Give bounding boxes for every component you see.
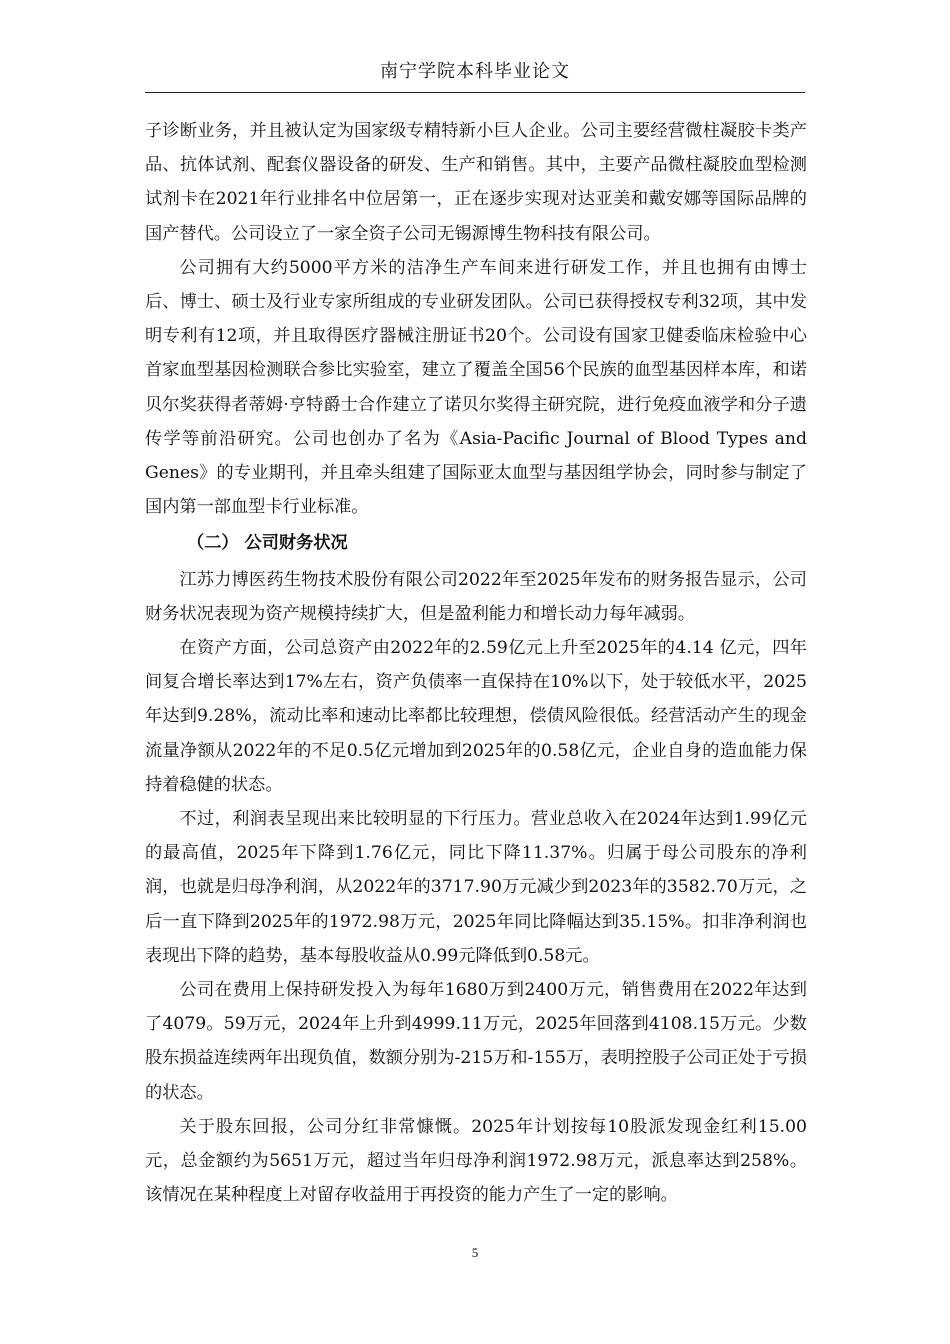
section-heading-financial-status: （二） 公司财务状况 [187,533,348,554]
paragraph-profit-pressure: 不过，利润表呈现出来比较明显的下行压力。营业总收入在2024年达到1.99亿元的最高值，2025年下降到1.76亿元，同比下降11.37%。归属于母公司股东的净利润，也就是归母净利润，从2022年的3717.90万元减少到2023年的3582.70万元，之后一直下降到2025年的1972.98万元，2025年同比降幅达到35.15%。扣非净利润也表现出下降的趋势，基本每股收益从0.99元降低到0.58元。 [145,809,807,966]
running-header: 南宁学院本科毕业论文 [145,58,805,93]
paragraph-company-overview: 子诊断业务，并且被认定为国家级专精特新小巨人企业。公司主要经营微柱凝胶卡类产品、抗体试剂、配套仪器设备的研发、生产和销售。其中，主要产品微柱凝胶血型检测试剂卡在2021年行业排名中位居第一，正在逐步实现对达亚美和戴安娜等国际品牌的国产替代。公司设立了一家全资子公司无锡源博生物科技有限公司。 [145,121,807,244]
paragraph-expenses: 公司在费用上保持研发投入为每年1680万到2400万元，销售费用在2022年达到了4079。59万元，2024年上升到4999.11万元，2025年回落到4108.15万元。少数股东损益连续两年出现负值，数额分别为-215万和-155万，表明控股子公司正处于亏损的状态。 [145,980,807,1103]
main-content [145,114,807,1213]
paragraph-assets: 在资产方面，公司总资产由2022年的2.59亿元上升至2025年的4.14 亿元，四年间复合增长率达到17%左右，资产负债率一直保持在10%以下，处于较低水平，2025年达到9.28%，流动比率和速动比率都比较理想，偿债风险很低。经营活动产生的现金流量净额从2022年的不足0.5亿元增加到2025年的0.58亿元，企业自身的造血能力保持着稳健的状态。 [145,638,807,795]
paragraph-financial-summary: 江苏力博医药生物技术股份有限公司2022年至2025年发布的财务报告显示，公司财务状况表现为资产规模持续扩大，但是盈利能力和增长动力每年减弱。 [145,569,807,624]
paragraph-shareholder-returns: 关于股东回报，公司分红非常慷慨。2025年计划按每10股派发现金红利15.00元，总金额约为5651万元，超过当年归母净利润1972.98万元，派息率达到258%。该情况在某种程度上对留存收益用于再投资的能力产生了一定的影响。 [145,1116,807,1206]
paragraph-research-capacity: 公司拥有大约5000平方米的洁净生产车间来进行研发工作，并且也拥有由博士后、博士、硕士及行业专家所组成的专业研发团队。公司已获得授权专利32项，其中发明专利有12项，并且取得医疗器械注册证书20个。公司设有国家卫健委临床检验中心首家血型基因检测联合参比实验室，建立了覆盖全国56个民族的血型基因样本库，和诺贝尔奖获得者蒂姆·亨特爵士合作建立了诺贝尔奖得主研究院，进行免疫血液学和分子遗传学等前沿研究。公司也创办了名为《Asia-Pacific Journal of Blood Types and Genes》的专业期刊，并且牵头组建了国际亚太血型与基因组学协会，同时参与制定了国内第一部血型卡行业标准。 [145,257,807,518]
page-number: 5 [471,1245,479,1260]
